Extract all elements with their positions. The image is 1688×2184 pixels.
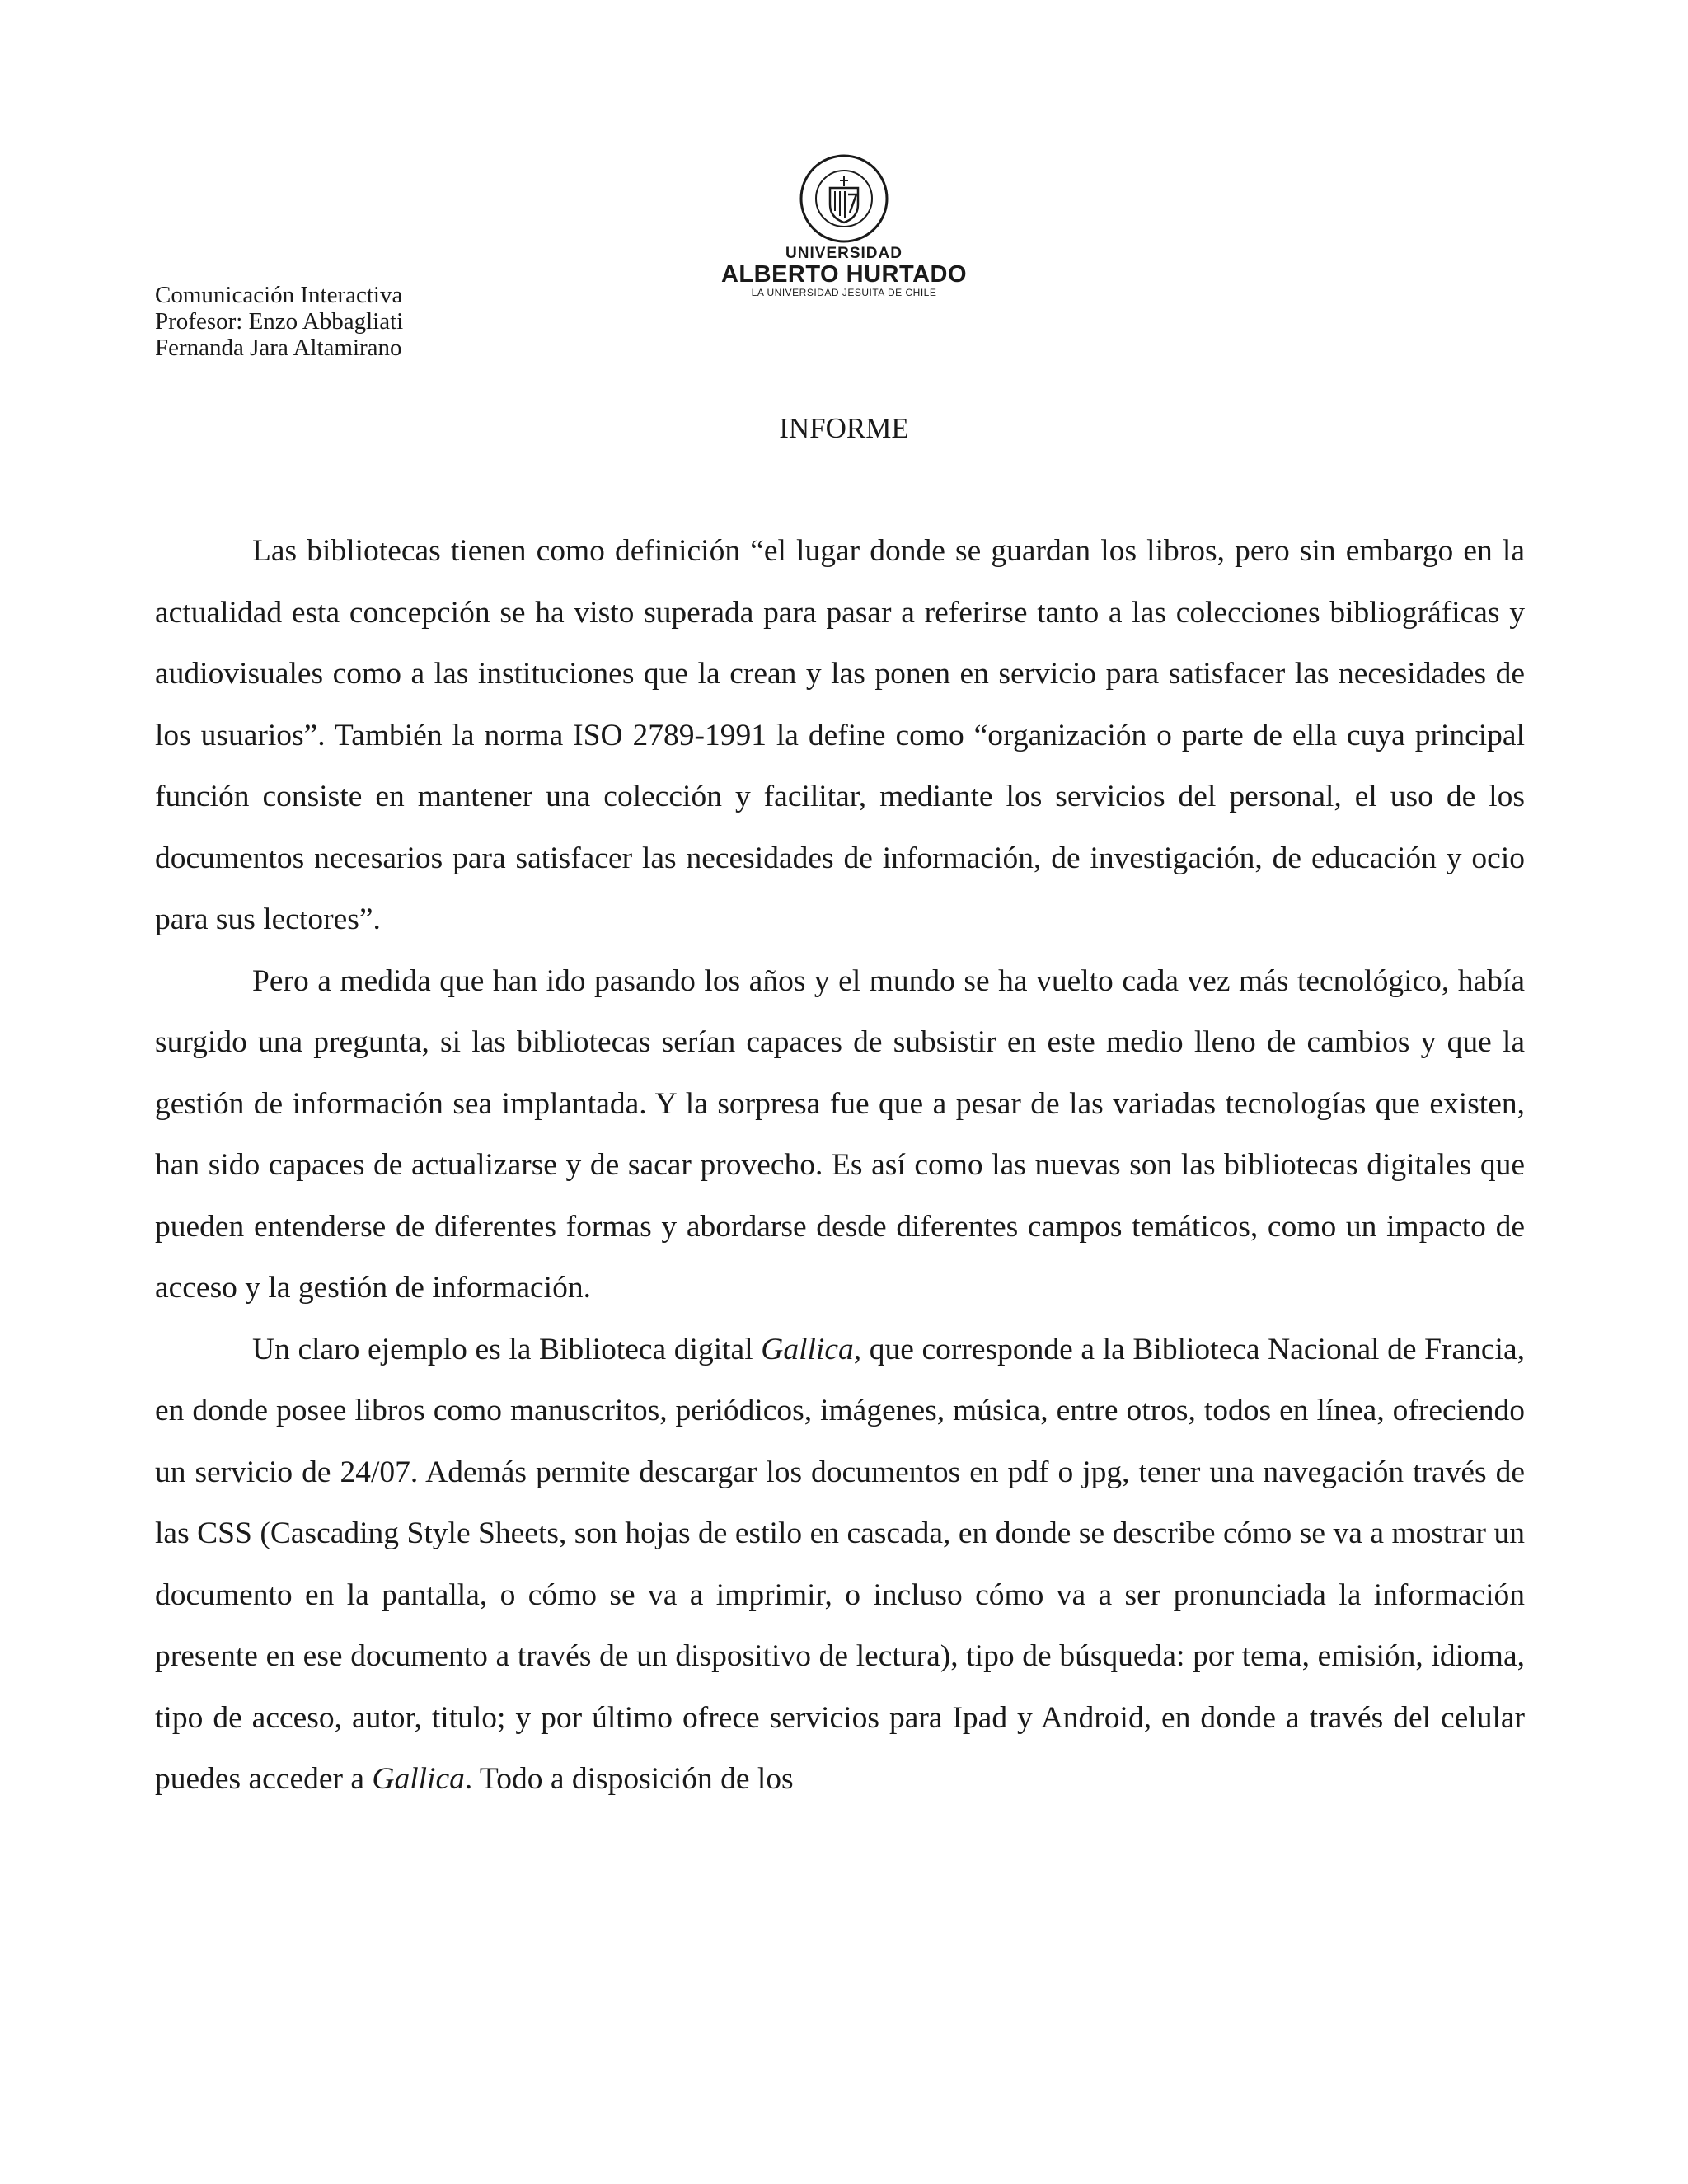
- paragraph-3-part-1: Un claro ejemplo es la Biblioteca digital: [252, 1332, 762, 1366]
- author-name: Fernanda Jara Altamirano: [155, 335, 402, 361]
- gallica-emphasis: Gallica: [372, 1762, 465, 1796]
- paragraph-3-part-2: , que corresponde a la Biblioteca Nacional de Francia, en donde posee libros como manuscritos, periódicos, imágenes, música, entre otros, todos en línea, ofreciendo un servicio de 24/07. Además permite descargar los documentos en pdf o jpg, tener una navegación través de las CSS (Cascading Style Sheets, son hojas de estilo en cascada, en donde se describe cómo se va a mostrar un documento en la pantalla, o cómo se va a imprimir, o incluso cómo va a ser pronunciada la información presente en ese documento a través de un dispositivo de lectura), tipo de búsqueda: por tema, emisión, idioma, tipo de acceso, autor, titulo; y por último ofrece servicios para Ipad y Android, en donde a través del celular puedes acceder a: [155, 1332, 1525, 1796]
- paragraph-1: Las bibliotecas tienen como definición “el lugar donde se guardan los libros, pero sin embargo en la actualidad esta concepción se ha visto superada para pasar a referirse tanto a las colecciones bibliográficas y audiovisuales como a las instituciones que la crean y las ponen en servicio para satisfacer las necesidades de los usuarios”. También la norma ISO 2789-1991 la define como “organización o parte de ella cuya principal función consiste en mantener una colección y facilitar, mediante los servicios del personal, el uso de los documentos necesarios para satisfacer las necesidades de información, de investigación, de educación y ocio para sus lectores”.: [155, 534, 1525, 936]
- document-body: [155, 521, 1525, 1811]
- logo-university-word: UNIVERSIDAD: [785, 245, 903, 262]
- course-name: Comunicación Interactiva: [155, 282, 403, 308]
- university-logo: [715, 153, 973, 298]
- document-title: INFORME: [779, 412, 909, 444]
- paragraph-3-part-3: . Todo a disposición de los: [464, 1762, 794, 1796]
- paragraph-3: [155, 1319, 1525, 1811]
- logo-tagline: LA UNIVERSIDAD JESUITA DE CHILE: [751, 287, 937, 298]
- university-seal-icon: [799, 153, 889, 244]
- paragraph-2: Pero a medida que han ido pasando los años y el mundo se ha vuelto cada vez más tecnológico, había surgido una pregunta, si las bibliotecas serían capaces de subsistir en este medio lleno de cambios y que la gestión de información sea implantada. Y la sorpresa fue que a pesar de las variadas tecnologías que existen, han sido capaces de actualizarse y de sacar provecho. Es así como las nuevas son las bibliotecas digitales que pueden entenderse de diferentes formas y abordarse desde diferentes campos temáticos, como un impacto de acceso y la gestión de información.: [155, 963, 1525, 1305]
- gallica-emphasis: Gallica: [761, 1332, 854, 1366]
- professor-name: Profesor: Enzo Abbagliati: [155, 308, 404, 335]
- document-header: [155, 282, 403, 361]
- logo-university-name: ALBERTO HURTADO: [720, 261, 968, 288]
